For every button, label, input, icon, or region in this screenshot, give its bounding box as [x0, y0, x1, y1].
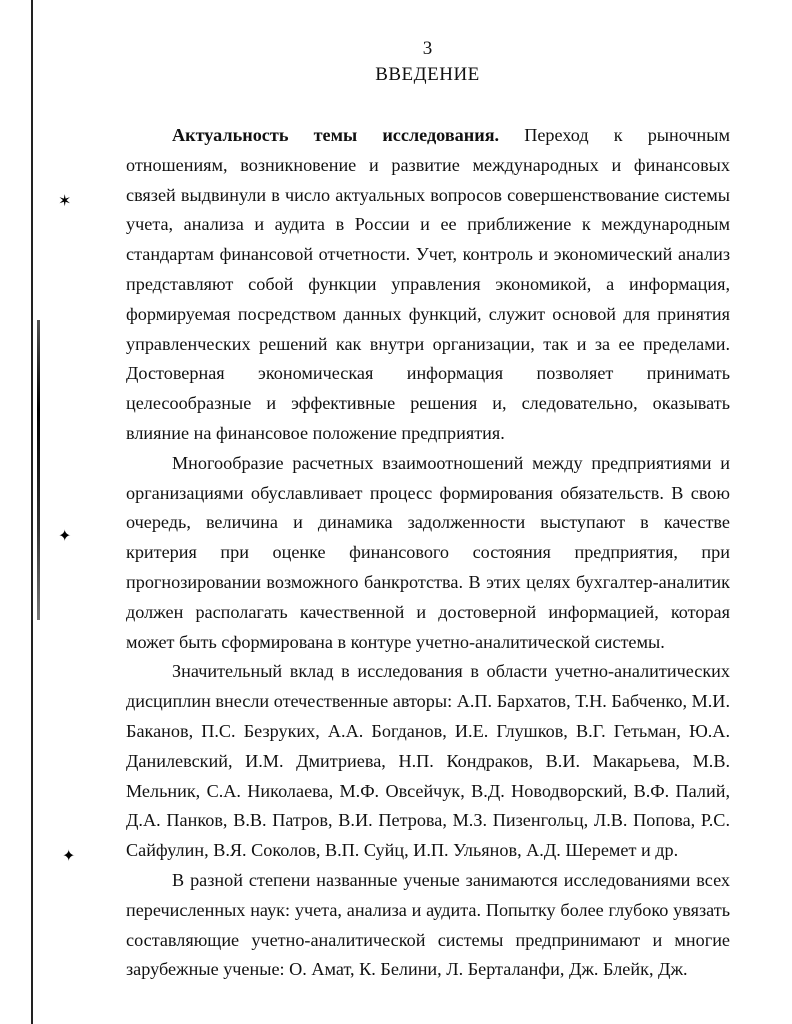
margin-star-mark-icon: ✶ [58, 191, 72, 210]
paragraph: Значительный вклад в исследования в области учетно-аналитических дисциплин внесли отечественные авторы: А.П. Бархатов, Т.Н. Бабченко, М.И. Баканов, П.С. Безруких, А.А. Богданов, И.Е. Глушков, В.Г. Гетьман, Ю.А. Данилевский, И.М. Дмитриева, Н.П. Кондраков, В.И. Макарьева, М.В. Мельник, С.А. Николаева, М.Ф. Овсейчук, В.Д. Новодворский, В.Ф. Палий, Д.А. Панков, В.В. Патров, В.И. Петрова, М.З. Пизенгольц, Л.В. Попова, Р.С. Сайфулин, В.Я. Соколов, В.П. Суйц, И.П. Ульянов, А.Д. Шеремет и др. [126, 661, 730, 861]
paragraph-text: Переход к рыночным отношениям, возникновение и развитие международных и финансовых связей выдвинули в число актуальных вопросов совершенствование системы учета, анализа и аудита в России и ее приближение к международным стандартам финансовой отчетности. Учет, контроль и экономический анализ представляют собой функции управления экономикой, а информация, формируемая посредством данных функций, служит основой для принятия управленческих решений как внутри организации, так и за ее пределами. Достоверная экономическая информация позволяет принимать целесообразные и эффективные решения и, следовательно, оказывать влияние на финансовое положение предприятия. [126, 125, 730, 443]
paragraph-lead: Актуальность темы исследования. [172, 125, 500, 145]
section-title: ВВЕДЕНИЕ [375, 64, 480, 85]
margin-mark-icon: ✦ [62, 846, 76, 865]
paragraph: В разной степени названные ученые занимаются исследованиями всех перечисленных наук: учета, анализа и аудита. Попытку более глубоко увязать составляющие учетно-аналитической системы предпринимают и многие зарубежные ученые: О. Амат, К. Белини, Л. Берталанфи, Дж. Блейк, Дж. [126, 869, 730, 980]
paragraph [126, 121, 730, 449]
paragraph: Многообразие расчетных взаимоотношений между предприятиями и организациями обуславливает процесс формирования обязательств. В свою очередь, величина и динамика задолженности выступают в качестве критерия при оценке финансового состояния предприятия, при прогнозировании возможного банкротства. В этих целях бухгалтер-аналитик должен располагать качественной и достоверной информацией, которая может быть сформирована в контуре учетно-аналитической системы. [126, 452, 730, 652]
binding-edge-line [31, 0, 33, 1024]
body-text [126, 121, 730, 985]
margin-mark-icon: ✦ [58, 526, 72, 545]
binding-edge-shadow [37, 320, 40, 620]
page-number: 3 [422, 38, 433, 59]
